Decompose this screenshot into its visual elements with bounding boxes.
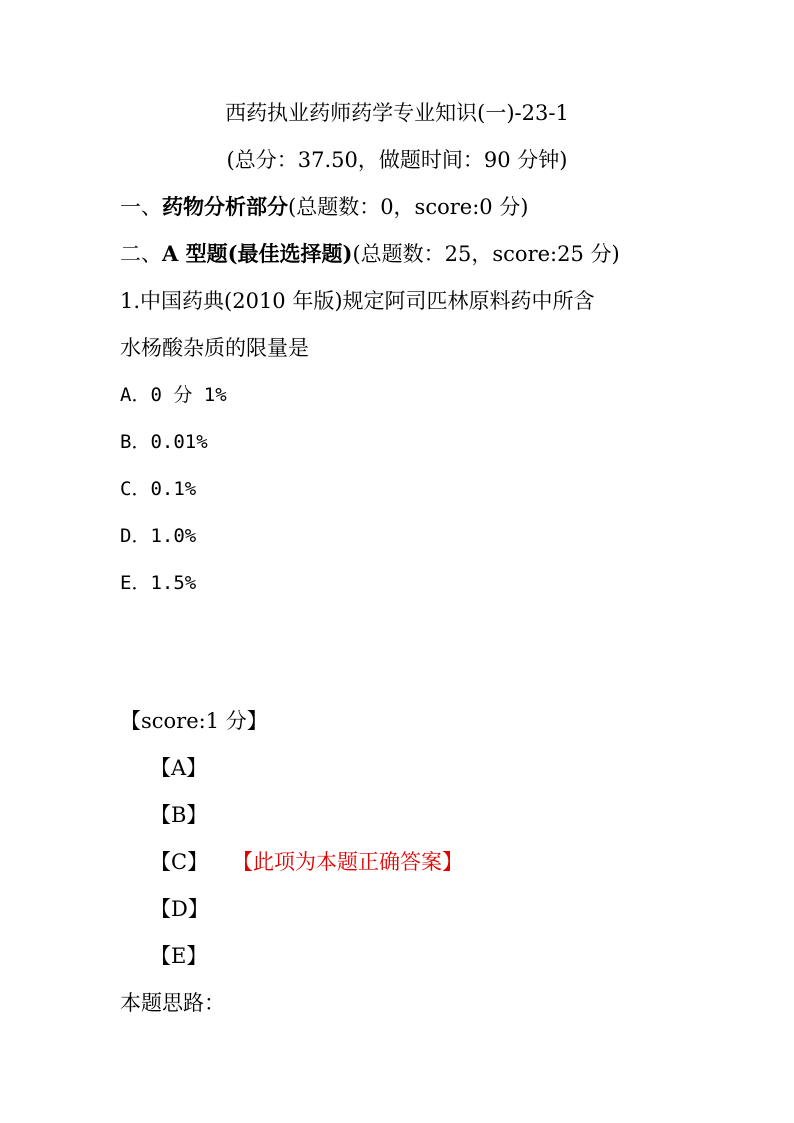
section-prefix: 一、 [120,195,162,219]
document-title: 西药执业药师药学专业知识(一)-23-1 [225,101,569,125]
section-info: (总题数：0，score:0 分) [288,195,529,219]
document-subtitle: (总分：37.50，做题时间：90 分钟) [226,148,568,172]
question-stem-line-2: 水杨酸杂质的限量是 [120,336,309,360]
section-info: (总题数：25，score:25 分) [352,242,620,266]
option-e: E．1.5% [120,572,197,594]
section-heading-2 [120,241,620,267]
question-stem-line-1: 1.中国药典(2010 年版)规定阿司匹林原料药中所含 [120,289,595,313]
option-b: B．0.01% [120,431,208,453]
option-c: C．0.1% [120,478,197,500]
answer-choice-d: 【D】 [150,897,209,921]
answer-score: 【score:1 分】 [120,709,268,733]
analysis-label: 本题思路： [120,991,225,1015]
section-name: 药物分析部分 [162,194,288,219]
option-d: D．1.0% [120,525,197,547]
answer-choice-b: 【B】 [150,803,208,827]
answer-choice-c: 【C】 [150,850,209,874]
section-name: A 型题(最佳选择题) [162,241,353,266]
section-prefix: 二、 [120,242,162,266]
answer-choice-e: 【E】 [150,944,208,968]
section-heading-1 [120,194,529,220]
correct-answer-mark: 【此项为本题正确答案】 [232,850,463,874]
answer-choice-a: 【A】 [150,756,208,780]
option-a: A．0 分 1% [120,384,227,406]
